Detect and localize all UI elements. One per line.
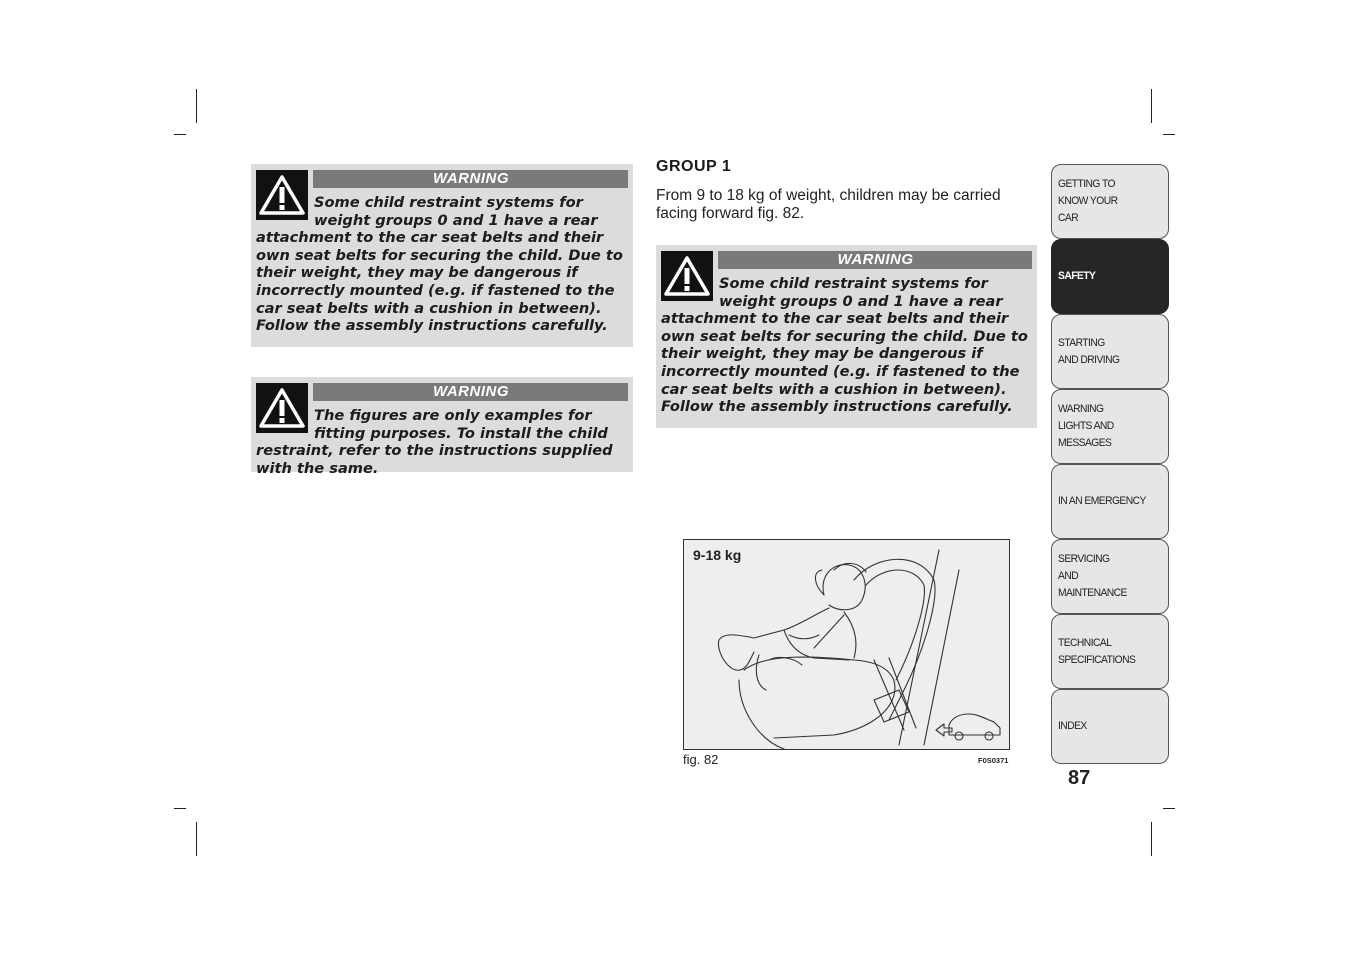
warning-text: The figures are only examples for fitting purposes. To install the child restraint, refer to the instructions supplied with the same. xyxy=(256,407,613,477)
crop-mark xyxy=(196,822,197,856)
warning-title: WARNING xyxy=(313,383,628,401)
page-number: 87 xyxy=(1068,767,1091,789)
warning-title: WARNING xyxy=(313,170,628,188)
warning-triangle-icon xyxy=(256,383,308,433)
crop-mark xyxy=(1151,89,1152,123)
tab-label: GETTING TO KNOW YOUR CAR xyxy=(1058,178,1118,224)
section-body-text: From 9 to 18 kg of weight, children may be carried facing forward fig. 82. xyxy=(656,187,1001,222)
figure-caption: fig. 82 xyxy=(683,752,719,767)
warning-box-1 xyxy=(251,164,633,347)
warning-triangle-icon xyxy=(661,251,713,301)
figure-weight-label: 9-18 kg xyxy=(693,547,742,563)
crop-mark xyxy=(1163,134,1175,135)
tab-label: WARNING LIGHTS AND MESSAGES xyxy=(1058,403,1114,449)
tab-label: IN AN EMERGENCY xyxy=(1058,495,1146,507)
warning-triangle-icon xyxy=(256,170,308,220)
crop-mark xyxy=(196,89,197,123)
warning-box-2 xyxy=(251,377,633,477)
warning-title: WARNING xyxy=(718,251,1032,269)
warning-text: Some child restraint systems for weight groups 0 and 1 have a rear attachment to the car seat belts and their own seat belts for securing the child. Due to their weight, they may be dangerous if incorrectly mounted (e.g. if fastened to the car seat belts with a cushion in between). Follow the assembly instructions carefully. xyxy=(661,275,1028,416)
figure-code: F0S0371 xyxy=(978,756,1009,765)
tab-technical-specifications[interactable] xyxy=(1051,614,1169,689)
tab-label: SAFETY xyxy=(1058,270,1096,282)
tab-safety[interactable] xyxy=(1051,239,1169,314)
tab-label: INDEX xyxy=(1058,720,1087,732)
tab-label: SERVICING AND MAINTENANCE xyxy=(1058,553,1127,599)
tab-in-an-emergency[interactable] xyxy=(1051,464,1169,539)
tab-label: STARTING AND DRIVING xyxy=(1058,336,1120,366)
figure-child-seat xyxy=(683,539,1010,750)
tab-warning-lights-and-messages[interactable] xyxy=(1051,389,1169,464)
tab-index[interactable] xyxy=(1051,689,1169,764)
crop-mark xyxy=(174,134,186,135)
tab-starting-and-driving[interactable] xyxy=(1051,314,1169,389)
chapter-sidebar xyxy=(1051,164,1169,764)
tab-getting-to-know-your-car[interactable] xyxy=(1051,164,1169,239)
warning-text: Some child restraint systems for weight groups 0 and 1 have a rear attachment to the car seat belts and their own seat belts for securing the child. Due to their weight, they may be dangerous if incorrectly mounted (e.g. if fastened to the car seat belts with a cushion in between). Follow the assembly instructions carefully. xyxy=(256,194,623,335)
crop-mark xyxy=(174,808,186,809)
section-heading: GROUP 1 xyxy=(656,158,732,175)
tab-label: TECHNICAL SPECIFICATIONS xyxy=(1058,636,1136,666)
tab-servicing-and-maintenance[interactable] xyxy=(1051,539,1169,614)
crop-mark xyxy=(1151,822,1152,856)
child-seat-illustration xyxy=(684,540,1010,750)
warning-box-3 xyxy=(656,245,1037,428)
crop-mark xyxy=(1163,808,1175,809)
